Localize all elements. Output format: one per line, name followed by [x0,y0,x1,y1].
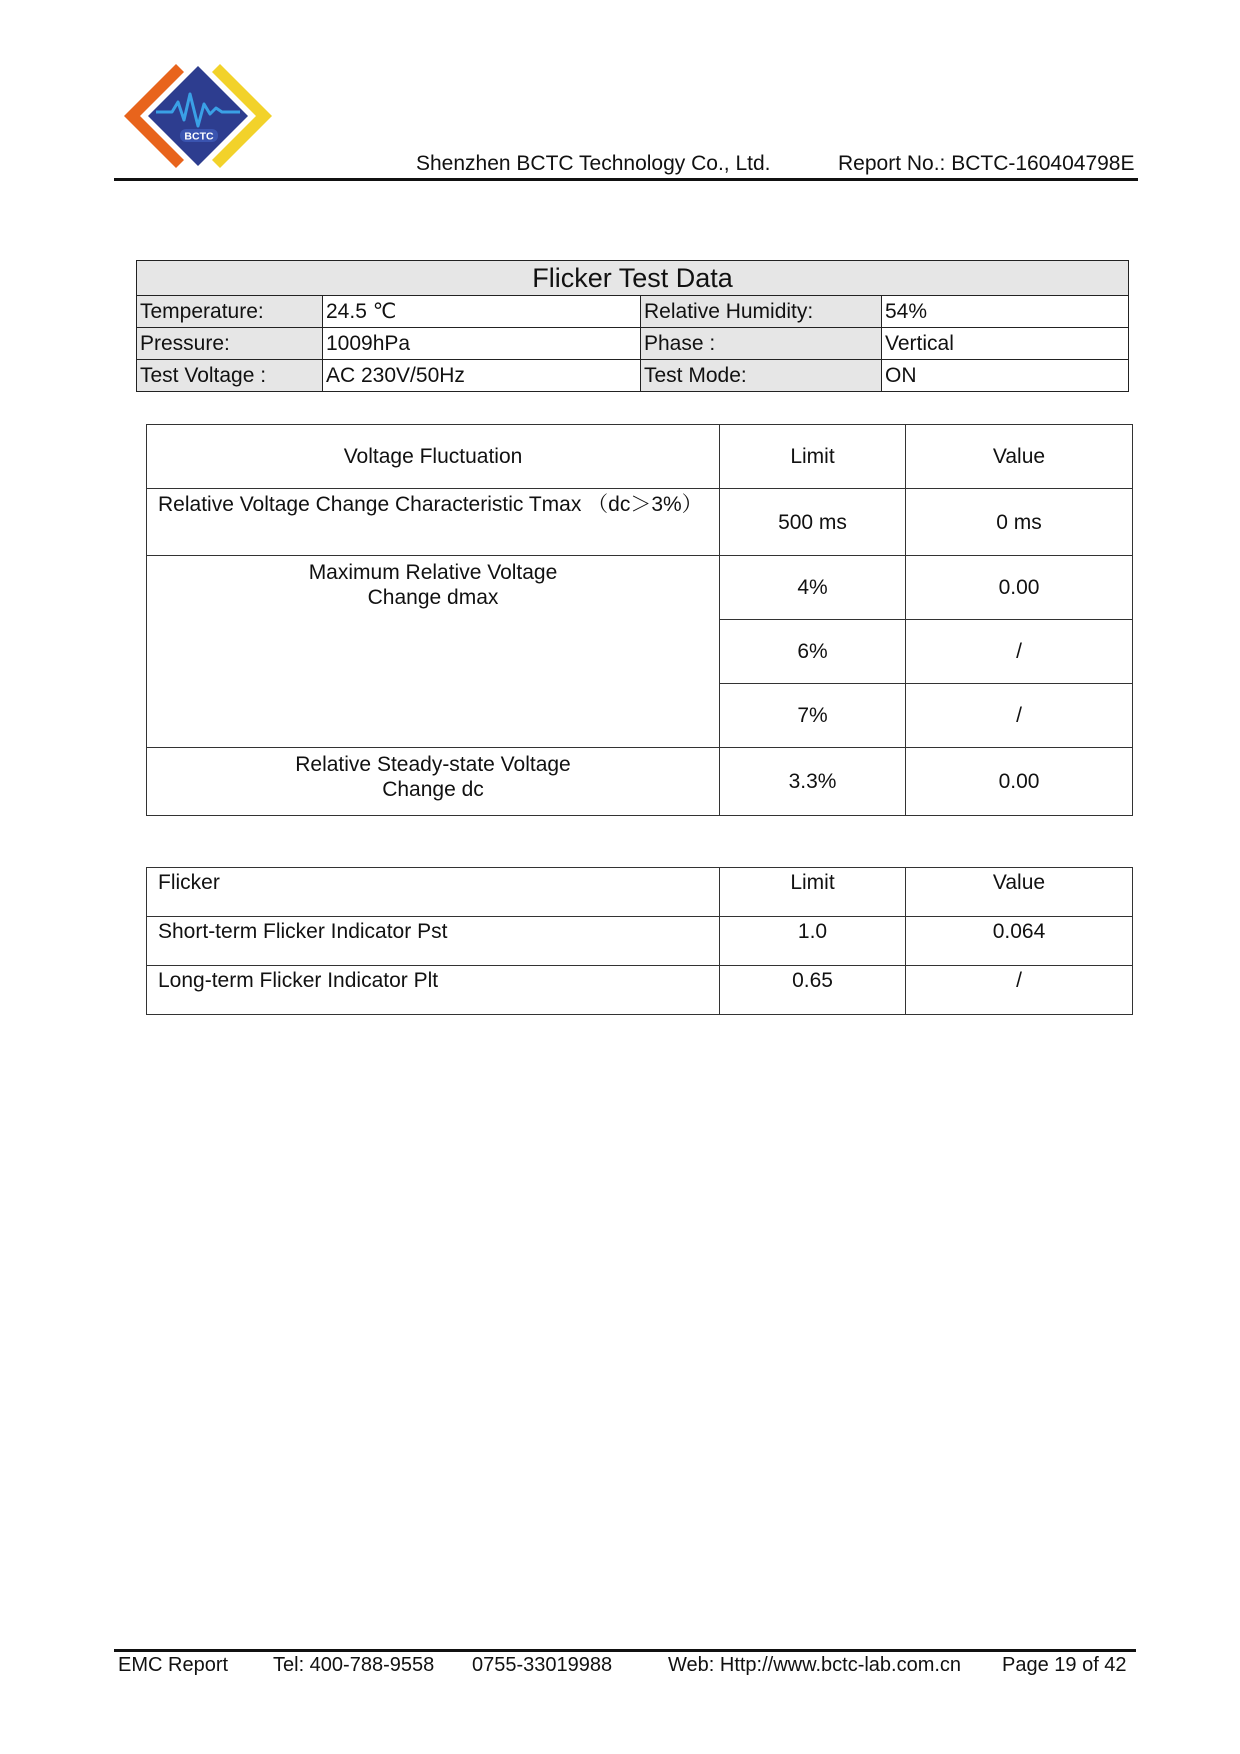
flicker-header-limit: Limit [720,868,906,917]
pressure-value: 1009hPa [323,328,641,360]
table-row [147,748,1133,816]
dmax-value: 0.00 [906,556,1133,620]
table-header-row [147,868,1133,917]
voltage-fluctuation-table [146,424,1133,816]
vf-header-value: Value [906,425,1133,489]
table-row [147,489,1133,556]
conditions-title: Flicker Test Data [137,261,1129,296]
plt-label: Long-term Flicker Indicator Plt [147,966,720,1015]
company-name: Shenzhen BCTC Technology Co., Ltd. [416,152,771,175]
svg-text:BCTC: BCTC [184,130,214,143]
dc-label [147,748,720,816]
pst-label: Short-term Flicker Indicator Pst [147,917,720,966]
footer-phone: 0755-33019988 [472,1654,613,1676]
test-mode-value: ON [882,360,1129,392]
table-row [147,556,1133,620]
plt-limit: 0.65 [720,966,906,1015]
flicker-table [146,867,1133,1015]
table-row [137,328,1129,360]
phase-value: Vertical [882,328,1129,360]
dmax-value: / [906,620,1133,684]
table-header-row [147,425,1133,489]
footer-divider [114,1649,1136,1652]
dc-limit: 3.3% [720,748,906,816]
dc-label-line1: Relative Steady-state Voltage [295,753,571,776]
header-divider [114,178,1138,181]
dmax-limit: 7% [720,684,906,748]
table-row [147,966,1133,1015]
pst-limit: 1.0 [720,917,906,966]
test-voltage-label: Test Voltage : [137,360,323,392]
vf-header-limit: Limit [720,425,906,489]
test-mode-label: Test Mode: [641,360,882,392]
dmax-label [147,556,720,748]
humidity-value: 54% [882,296,1129,328]
flicker-header-item: Flicker [147,868,720,917]
vf-header-item: Voltage Fluctuation [147,425,720,489]
dc-label-line2: Change dc [382,778,484,801]
footer-emc-report: EMC Report [118,1654,229,1676]
test-conditions-table [136,260,1129,392]
tmax-label: Relative Voltage Change Characteristic Tmax （dc＞3%） [147,489,720,556]
tmax-limit: 500 ms [720,489,906,556]
phase-label: Phase : [641,328,882,360]
footer-page-number: Page 19 of 42 [1002,1654,1127,1676]
temperature-value: 24.5 ℃ [323,296,641,328]
plt-value: / [906,966,1133,1015]
table-row [147,917,1133,966]
dmax-limit: 6% [720,620,906,684]
table-row [137,296,1129,328]
pst-value: 0.064 [906,917,1133,966]
temperature-label: Temperature: [137,296,323,328]
footer-web: Web: Http://www.bctc-lab.com.cn [668,1654,962,1676]
dmax-value: / [906,684,1133,748]
dc-value: 0.00 [906,748,1133,816]
bctc-logo [118,62,278,174]
footer-tel: Tel: 400-788-9558 [273,1654,435,1676]
flicker-header-value: Value [906,868,1133,917]
dmax-label-line1: Maximum Relative Voltage [308,561,558,584]
humidity-label: Relative Humidity: [641,296,882,328]
pressure-label: Pressure: [137,328,323,360]
test-voltage-value: AC 230V/50Hz [323,360,641,392]
report-number: Report No.: BCTC-160404798E [838,152,1135,175]
dmax-label-line2: Change dmax [367,586,499,609]
table-row [137,360,1129,392]
dmax-limit: 4% [720,556,906,620]
tmax-value: 0 ms [906,489,1133,556]
